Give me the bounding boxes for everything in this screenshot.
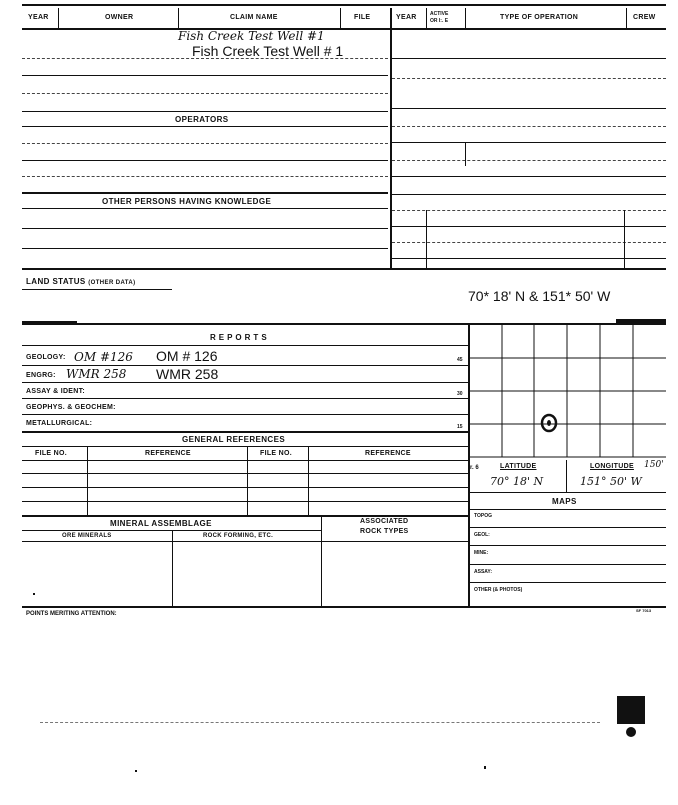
gr-file-no: FILE NO. xyxy=(35,450,67,457)
row-line xyxy=(392,78,666,79)
col-claim-name: CLAIM NAME xyxy=(230,14,278,21)
row-line xyxy=(470,564,666,565)
col-year-2: YEAR xyxy=(396,14,417,21)
maps-topog: TOPOG xyxy=(474,513,492,519)
scale-45: 45 xyxy=(457,357,463,363)
rock-forming: ROCK FORMING, ETC. xyxy=(203,533,274,539)
sep xyxy=(321,515,322,606)
section-divider xyxy=(22,268,666,270)
sep xyxy=(624,210,625,270)
general-refs-title: GENERAL REFERENCES xyxy=(182,435,286,444)
sep xyxy=(426,8,427,28)
row-line xyxy=(22,398,468,399)
row-line xyxy=(470,545,666,546)
report-label-metallurgical: METALLURGICAL: xyxy=(26,420,93,427)
assoc-line-1: ASSOCIATED xyxy=(360,518,409,525)
grid-lines xyxy=(470,325,666,457)
smudge xyxy=(616,319,666,324)
row-line xyxy=(22,192,388,194)
operators-heading: OPERATORS xyxy=(175,115,229,124)
maps-assay: ASSAY: xyxy=(474,569,493,575)
row-line xyxy=(392,142,666,143)
report-label-geology: GEOLOGY: xyxy=(26,354,66,361)
report-label-assay: ASSAY & IDENT: xyxy=(26,388,86,395)
gr-reference: REFERENCE xyxy=(145,450,191,457)
other-persons-heading: OTHER PERSONS HAVING KNOWLEDGE xyxy=(102,197,272,206)
land-status-heading xyxy=(26,277,136,286)
lat-prefix: r. 6 xyxy=(470,465,479,471)
sep xyxy=(87,446,88,515)
bottom-border xyxy=(22,606,666,608)
scale-15: 15 xyxy=(457,424,463,430)
maps-title: MAPS xyxy=(552,497,577,506)
sep xyxy=(626,8,627,28)
sep xyxy=(172,530,173,606)
maps-other: OTHER (& PHOTOS) xyxy=(474,587,523,593)
sep xyxy=(566,460,567,492)
maps-geol: GEOL: xyxy=(474,532,490,538)
location-grid xyxy=(470,325,666,463)
row-line xyxy=(470,492,666,493)
top-border xyxy=(22,4,666,6)
land-status-sub: (OTHER DATA) xyxy=(88,280,136,286)
latitude-value: 70° 18' N xyxy=(490,475,544,488)
row-line xyxy=(22,126,388,127)
col-crew: CREW xyxy=(633,14,656,21)
row-line xyxy=(22,228,388,229)
speck xyxy=(135,770,137,772)
long-suffix: 150' xyxy=(644,460,664,470)
speck xyxy=(33,593,35,595)
row-line xyxy=(392,194,666,195)
row-line xyxy=(22,414,468,415)
ore-minerals: ORE MINERALS xyxy=(62,533,112,539)
sep xyxy=(58,8,59,28)
report-label-engrg: ENGRG: xyxy=(26,372,56,379)
row-line xyxy=(22,446,468,447)
sep xyxy=(308,446,309,515)
row-line xyxy=(22,248,388,249)
row-line xyxy=(22,111,388,112)
row-line xyxy=(22,473,468,474)
col-type-of-operation: TYPE OF OPERATION xyxy=(500,14,579,21)
main-divider xyxy=(390,8,392,268)
latitude-label: LATITUDE xyxy=(500,463,537,470)
sep xyxy=(247,446,248,515)
row-line xyxy=(22,93,388,94)
sep xyxy=(340,8,341,28)
land-status-underline xyxy=(22,289,172,290)
speck xyxy=(484,766,486,769)
report-label-geophys: GEOPHYS. & GEOCHEM: xyxy=(26,404,116,411)
land-status-label: LAND STATUS xyxy=(26,277,86,286)
report-engrg-typed: WMR 258 xyxy=(156,366,219,382)
col-active-top: ACTIVE xyxy=(430,11,449,17)
row-line xyxy=(392,126,666,127)
coordinates-typed: 70* 18' N & 151* 50' W xyxy=(468,288,611,304)
report-geology-typed: OM # 126 xyxy=(156,348,218,364)
row-line xyxy=(22,176,388,177)
row-line xyxy=(392,58,666,59)
row-line xyxy=(22,208,388,209)
row-line xyxy=(470,582,666,583)
col-year: YEAR xyxy=(28,14,49,21)
row-line xyxy=(22,58,388,59)
report-geology-handwritten: OM #126 xyxy=(74,350,133,364)
row-line xyxy=(392,108,666,109)
sep xyxy=(465,8,466,28)
longitude-label: LONGITUDE xyxy=(590,463,634,470)
points-meriting: POINTS MERITING ATTENTION: xyxy=(26,611,117,617)
row-line xyxy=(22,382,468,383)
scan-line xyxy=(40,722,600,723)
row-line xyxy=(22,515,468,517)
row-line xyxy=(392,176,666,177)
sep xyxy=(426,210,427,270)
mineral-title: MINERAL ASSEMBLAGE xyxy=(110,519,212,528)
reports-title: R E P O R T S xyxy=(210,333,268,342)
maps-mine: MINE: xyxy=(474,550,489,556)
claim-name-typed: Fish Creek Test Well # 1 xyxy=(192,43,344,59)
row-line xyxy=(470,527,666,528)
col-active-bottom: OR I:. E xyxy=(430,18,449,24)
longitude-value: 151° 50' W xyxy=(580,475,642,488)
header-underline xyxy=(22,28,666,30)
row-line xyxy=(22,541,468,542)
row-line xyxy=(392,160,666,161)
form-number: SF 7013 xyxy=(636,608,652,613)
gr-file-no-2: FILE NO. xyxy=(260,450,292,457)
row-line xyxy=(22,487,468,488)
gr-reference-2: REFERENCE xyxy=(365,450,411,457)
location-dot-icon xyxy=(547,420,551,426)
scan-marker-dot xyxy=(626,727,636,737)
sep xyxy=(465,142,466,166)
scale-30: 30 xyxy=(457,391,463,397)
row-line xyxy=(22,460,468,461)
assoc-line-2: ROCK TYPES xyxy=(360,528,409,535)
claim-name-handwritten: Fish Creek Test Well #1 xyxy=(178,29,325,43)
col-file: FILE xyxy=(354,14,371,21)
smudge xyxy=(22,321,77,325)
row-line xyxy=(22,501,468,502)
row-line xyxy=(22,75,388,76)
row-line xyxy=(22,160,388,161)
row-line xyxy=(22,345,468,346)
report-engrg-handwritten: WMR 258 xyxy=(66,367,127,381)
row-line xyxy=(470,509,666,510)
row-line xyxy=(22,365,468,366)
sep xyxy=(178,8,179,28)
scan-marker xyxy=(617,696,645,724)
col-owner: OWNER xyxy=(105,14,134,21)
row-line xyxy=(22,431,468,433)
row-line xyxy=(22,143,388,144)
